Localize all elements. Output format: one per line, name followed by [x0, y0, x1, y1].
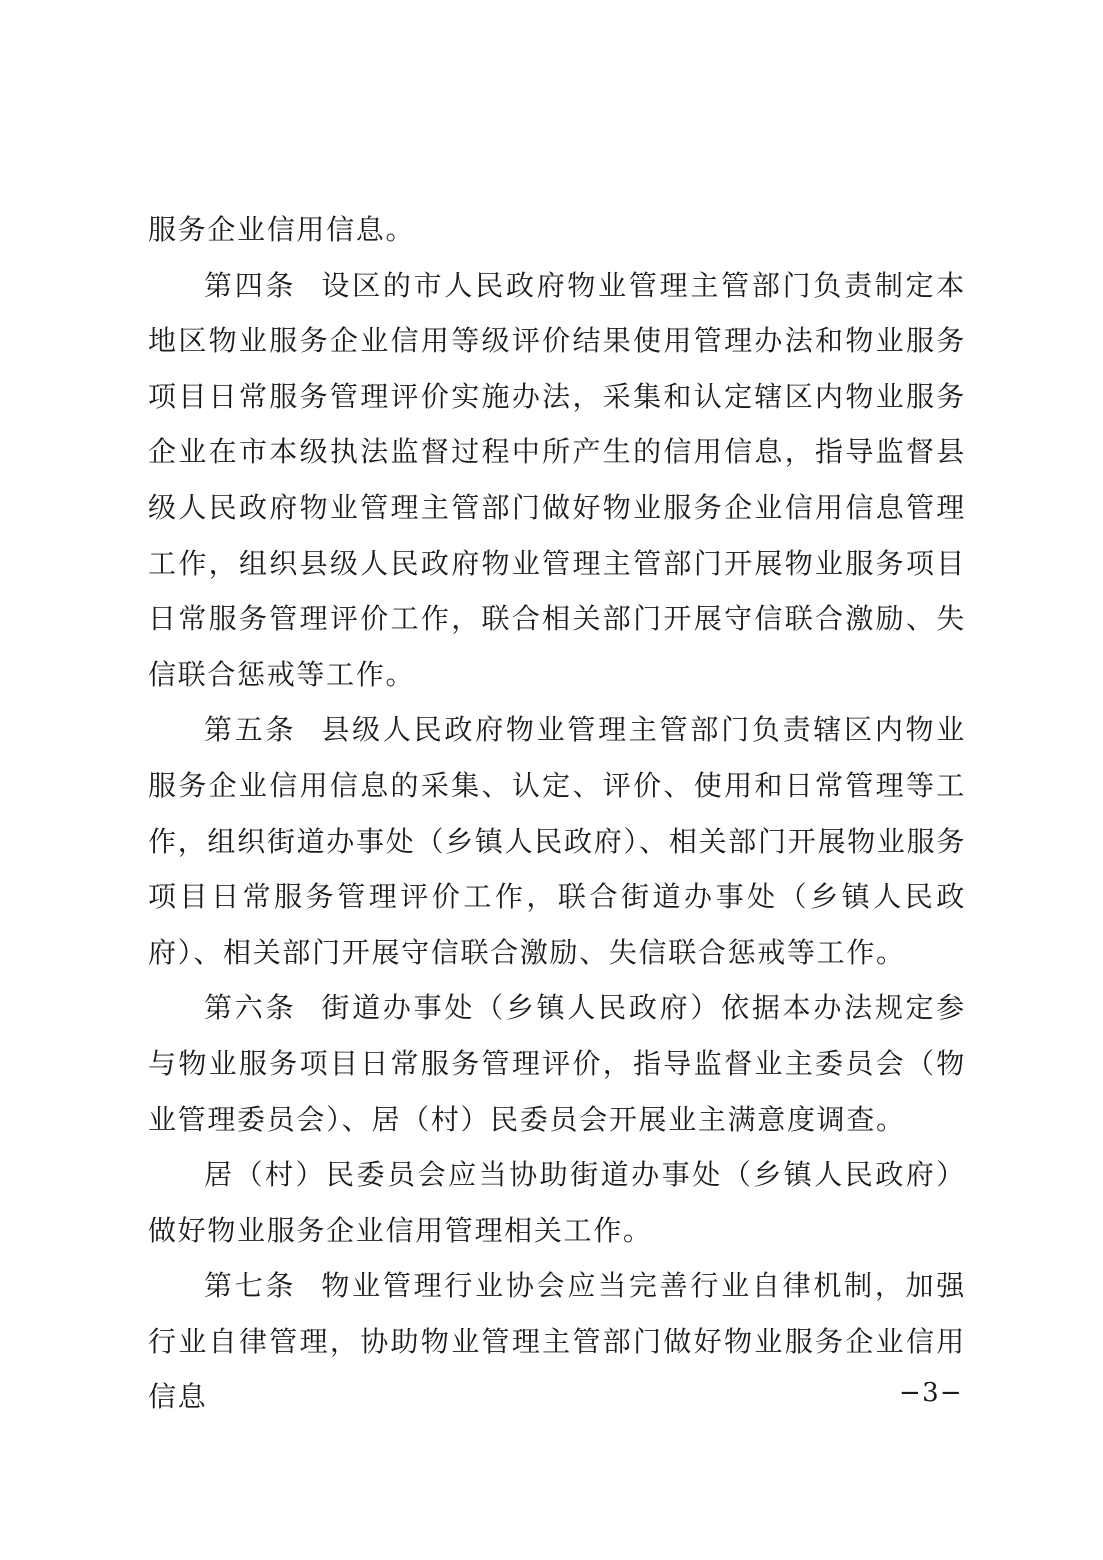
paragraph-text: 物业管理行业协会应当完善行业自律机制，加强行业自律管理，协助物业管理主管部门做好物业服务企业信用信息: [148, 1269, 966, 1414]
paragraph-article-6: [148, 980, 966, 1147]
paragraph-article-7: [148, 1258, 966, 1425]
article-number: 第四条: [204, 268, 297, 302]
paragraph-article-5: [148, 702, 966, 980]
paragraph-article-6-sub: [148, 1147, 966, 1258]
paragraph-text: 服务企业信用信息。: [148, 213, 416, 246]
paragraph-text: 设区的市人民政府物业管理主管部门负责制定本地区物业服务企业信用等级评价结果使用管理办法和物业服务项目日常服务管理评价实施办法，采集和认定辖区内物业服务企业在市本级执法监督过程中所产生的信用信息，指导监督县级人民政府物业管理主管部门做好物业服务企业信用信息管理工作，组织县级人民政府物业管理主管部门开展物业服务项目日常服务管理评价工作，联合相关部门开展守信联合激励、失信联合惩戒等工作。: [148, 268, 966, 691]
paragraph-text: 县级人民政府物业管理主管部门负责辖区内物业服务企业信用信息的采集、认定、评价、使用和日常管理等工作，组织街道办事处（乡镇人民政府）、相关部门开展物业服务项目日常服务管理评价工作，联合街道办事处（乡镇人民政府）、相关部门开展守信联合激励、失信联合惩戒等工作。: [148, 713, 966, 969]
paragraph-article-4: [148, 258, 966, 703]
article-number: 第七条: [204, 1269, 297, 1303]
page-number: −3−: [898, 1378, 963, 1408]
paragraph-text: 街道办事处（乡镇人民政府）依据本办法规定参与物业服务项目日常服务管理评价，指导监督业主委员会（物业管理委员会）、居（村）民委员会开展业主满意度调查。: [148, 991, 966, 1136]
paragraph-text: 居（村）民委员会应当协助街道办事处（乡镇人民政府）做好物业服务企业信用管理相关工作。: [148, 1158, 966, 1247]
article-number: 第五条: [204, 713, 297, 747]
article-number: 第六条: [204, 991, 297, 1025]
document-body: [148, 202, 966, 1425]
paragraph-continuation: [148, 202, 966, 258]
